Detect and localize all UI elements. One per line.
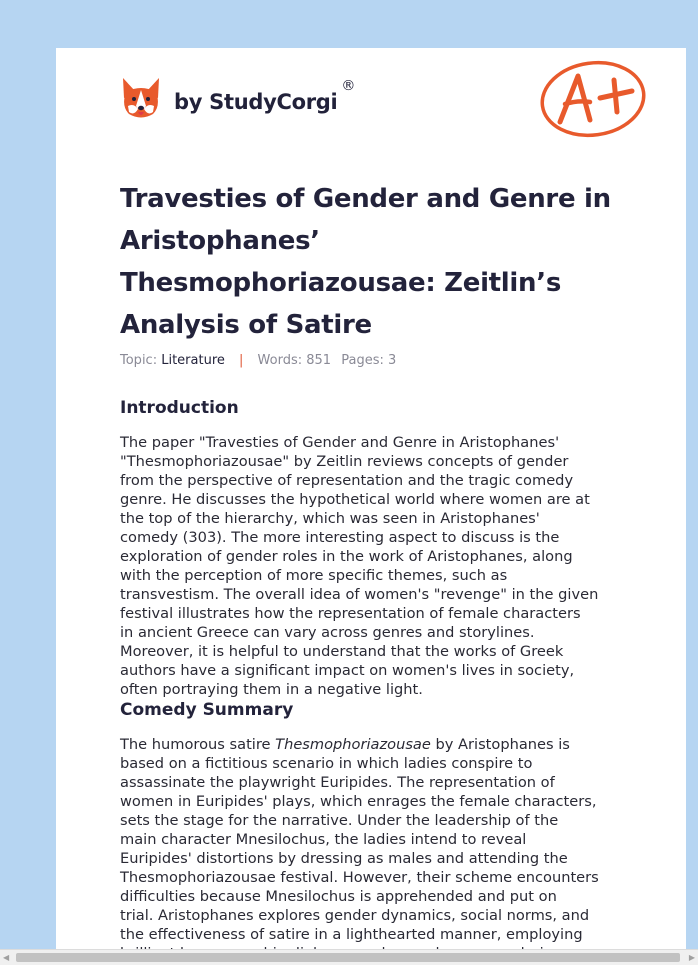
text-line: the top of the hierarchy, which was seen in Aristophanes' xyxy=(120,510,540,527)
text-line: Thesmophoriazousae festival. However, their scheme encounters xyxy=(120,869,599,886)
words-count: 851 xyxy=(306,353,332,368)
text-line: Euripides' distortions by dressing as males and attending the xyxy=(120,850,568,867)
introduction-paragraph xyxy=(120,433,634,699)
words-label: Words: xyxy=(257,353,303,368)
registered-mark: ® xyxy=(341,78,356,94)
text-fragment: The humorous satire xyxy=(120,736,276,753)
pages-count: 3 xyxy=(388,353,397,368)
text-line: genre. He discusses the hypothetical world where women are at xyxy=(120,491,590,508)
text-line: assassinate the playwright Euripides. The representation of xyxy=(120,774,555,791)
title-line: Travesties of Gender and Genre in xyxy=(120,184,611,214)
text-line: exploration of gender roles in the work of Aristophanes, along xyxy=(120,548,573,565)
pages-label: Pages: xyxy=(341,353,384,368)
text-line: festival illustrates how the representation of female characters xyxy=(120,605,581,622)
text-line: "Thesmophoriazousae" by Zeitlin reviews concepts of gender xyxy=(120,453,569,470)
text-line: Moreover, it is helpful to understand that the works of Greek xyxy=(120,643,564,660)
text-line: with the perception of more specific themes, such as xyxy=(120,567,508,584)
text-line: transvestism. The overall idea of women's "revenge" in the given xyxy=(120,586,599,603)
text-line: the effectiveness of satire in a lighthearted manner, employing xyxy=(120,926,583,943)
text-line: in ancient Greece can vary across genres and storylines. xyxy=(120,624,535,641)
text-line: women in Euripides' plays, which enrages the female characters, xyxy=(120,793,597,810)
brand-name: by StudyCorgi xyxy=(174,90,338,114)
scrollbar-thumb[interactable] xyxy=(16,953,680,962)
text-fragment: by Aristophanes is xyxy=(430,736,570,753)
text-line: The paper "Travesties of Gender and Genre in Aristophanes' xyxy=(120,434,560,451)
title-line: Analysis of Satire xyxy=(120,310,372,340)
play-title-italic: Thesmophoriazousae xyxy=(275,736,431,753)
section-heading-introduction: Introduction xyxy=(120,398,239,418)
comedy-summary-paragraph xyxy=(120,735,634,963)
text-line-first xyxy=(120,735,634,754)
horizontal-scrollbar[interactable] xyxy=(0,949,698,965)
title-line: Thesmophoriazousae: Zeitlin’s xyxy=(120,268,561,298)
text-line: authors have a significant impact on women's lives in society, xyxy=(120,662,575,679)
text-line: main character Mnesilochus, the ladies intend to reveal xyxy=(120,831,527,848)
text-line: trial. Aristophanes explores gender dynamics, social norms, and xyxy=(120,907,590,924)
scroll-left-arrow-icon[interactable]: ◀ xyxy=(3,953,10,962)
scroll-right-arrow-icon[interactable]: ▶ xyxy=(688,953,695,962)
section-heading-comedy-summary: Comedy Summary xyxy=(120,700,294,720)
meta-separator: | xyxy=(239,353,244,368)
text-line: often portraying them in a negative light. xyxy=(120,681,423,698)
topic-link[interactable]: Literature xyxy=(161,353,225,368)
article-title xyxy=(120,178,640,346)
a-plus-grade-icon xyxy=(538,58,648,140)
text-line: from the perspective of representation and the tragic comedy xyxy=(120,472,574,489)
text-line: comedy (303). The more interesting aspect to discuss is the xyxy=(120,529,560,546)
text-line: based on a fictitious scenario in which ladies conspire to xyxy=(120,755,533,772)
text-line: sets the stage for the narrative. Under the leadership of the xyxy=(120,812,559,829)
corgi-logo-icon xyxy=(120,76,162,120)
article-meta xyxy=(120,353,396,368)
topic-label: Topic: xyxy=(120,353,158,368)
studycorgi-logo[interactable] xyxy=(120,76,355,120)
title-line: Aristophanes’ xyxy=(120,226,320,256)
document-page xyxy=(56,48,686,950)
text-line: difficulties because Mnesilochus is apprehended and put on xyxy=(120,888,557,905)
